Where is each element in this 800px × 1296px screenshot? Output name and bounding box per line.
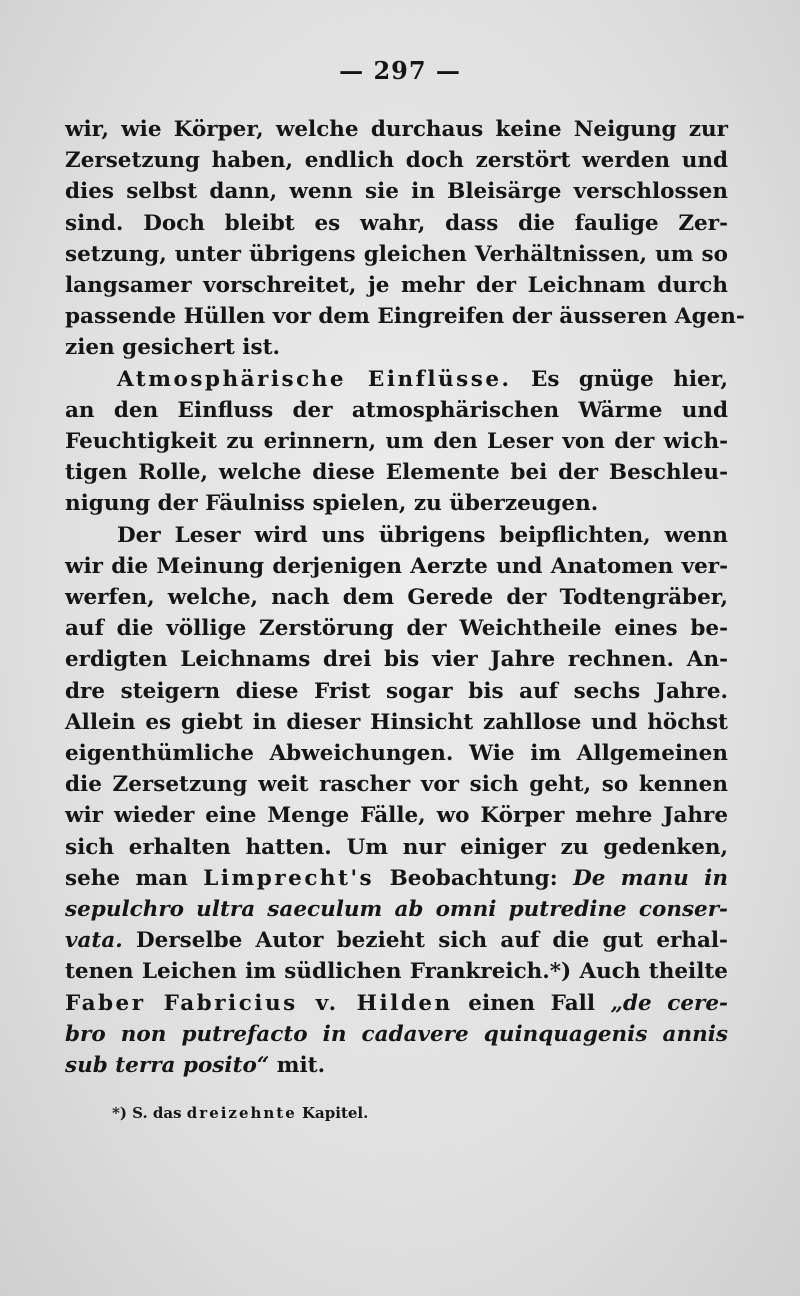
text-line: erdigten Leichnams drei bis vier Jahre rechnen. An-: [65, 647, 728, 673]
latin-quote: vata.: [65, 928, 123, 954]
author-name: Faber Fabricius v. Hilden: [65, 990, 453, 1016]
text-span: einen Fall: [468, 990, 595, 1016]
text-line: Feuchtigkeit zu erinnern, um den Leser von der wich-: [65, 429, 728, 455]
text-line: Der Leser wird uns übrigens beipflichten, wenn: [117, 522, 728, 548]
text-line: [65, 925, 728, 956]
text-line: wir wieder eine Menge Fälle, wo Körper mehre Jahre: [65, 803, 728, 829]
body-text: [65, 114, 745, 1081]
text-line: nigung der Fäulniss spielen, zu überzeugen.: [65, 491, 599, 517]
footnote-text: Kapitel.: [302, 1104, 369, 1122]
text-line: sich erhalten hatten. Um nur einiger zu gedenken,: [65, 834, 728, 860]
text-span: sehe man: [65, 865, 188, 891]
text-line: wir die Meinung derjenigen Aerzte und Anatomen ver-: [65, 553, 728, 579]
text-line: an den Einfluss der atmosphärischen Wärme und: [65, 397, 728, 423]
text-line: Allein es giebt in dieser Hinsicht zahllose und höchst: [65, 709, 728, 735]
section-heading: Atmosphärische Einflüsse.: [117, 366, 512, 392]
text-line: Zersetzung haben, endlich doch zerstört werden und: [65, 148, 728, 174]
latin-quote: „de cere-: [610, 990, 728, 1016]
text-line: [65, 988, 728, 1019]
text-line: eigenthümliche Abweichungen. Wie im Allgemeinen: [65, 741, 728, 767]
page-number: — 297 —: [339, 56, 461, 85]
text-line: setzung, unter übrigens gleichen Verhältnissen, um so: [65, 241, 728, 267]
text-line: [65, 1019, 728, 1050]
text-line: wir, wie Körper, welche durchaus keine Neigung zur: [65, 117, 728, 142]
text-span: Derselbe Autor bezieht sich auf die gut erhal-: [136, 928, 728, 954]
latin-quote: De manu in: [573, 865, 728, 891]
text-line: [65, 863, 728, 894]
text-line: werfen, welche, nach dem Gerede der Todtengräber,: [65, 585, 728, 611]
author-name: Limprecht's: [203, 865, 375, 891]
text-line: dre steigern diese Frist sogar bis auf sechs Jahre.: [65, 678, 728, 704]
text-line: [65, 1050, 728, 1081]
latin-quote: bro non putrefacto in cadavere quinquagenis annis: [65, 1021, 728, 1047]
text-line: die Zersetzung weit rascher vor sich geht, so kennen: [65, 772, 728, 798]
latin-quote: sepulchro ultra saeculum ab omni putredine conser-: [65, 897, 728, 923]
text-line: tigen Rolle, welche diese Elemente bei der Beschleu-: [65, 460, 728, 486]
text-line: auf die völlige Zerstörung der Weichtheile eines be-: [65, 616, 728, 642]
latin-quote: sub terra posito“: [65, 1053, 270, 1079]
footnote-spaced: dreizehnte: [186, 1104, 297, 1122]
text-line: [65, 364, 728, 395]
text-line: langsamer vorschreitet, je mehr der Leichnam durch: [65, 273, 728, 299]
footnote: [112, 1104, 368, 1122]
text-span: mit.: [276, 1053, 326, 1079]
text-line: [65, 894, 728, 925]
text-line: sind. Doch bleibt es wahr, dass die faulige Zer-: [65, 210, 728, 236]
text-line: passende Hüllen vor dem Eingreifen der äusseren Agen-: [65, 304, 745, 330]
footnote-marker: *) S. das: [112, 1104, 182, 1122]
text-span: Beobachtung:: [389, 865, 558, 891]
text-span: Es gnüge hier,: [530, 366, 728, 392]
text-line: zien gesichert ist.: [65, 335, 280, 361]
text-line: tenen Leichen im südlichen Frankreich.*) Auch theilte: [65, 959, 728, 985]
text-line: dies selbst dann, wenn sie in Bleisärge verschlossen: [65, 179, 728, 205]
